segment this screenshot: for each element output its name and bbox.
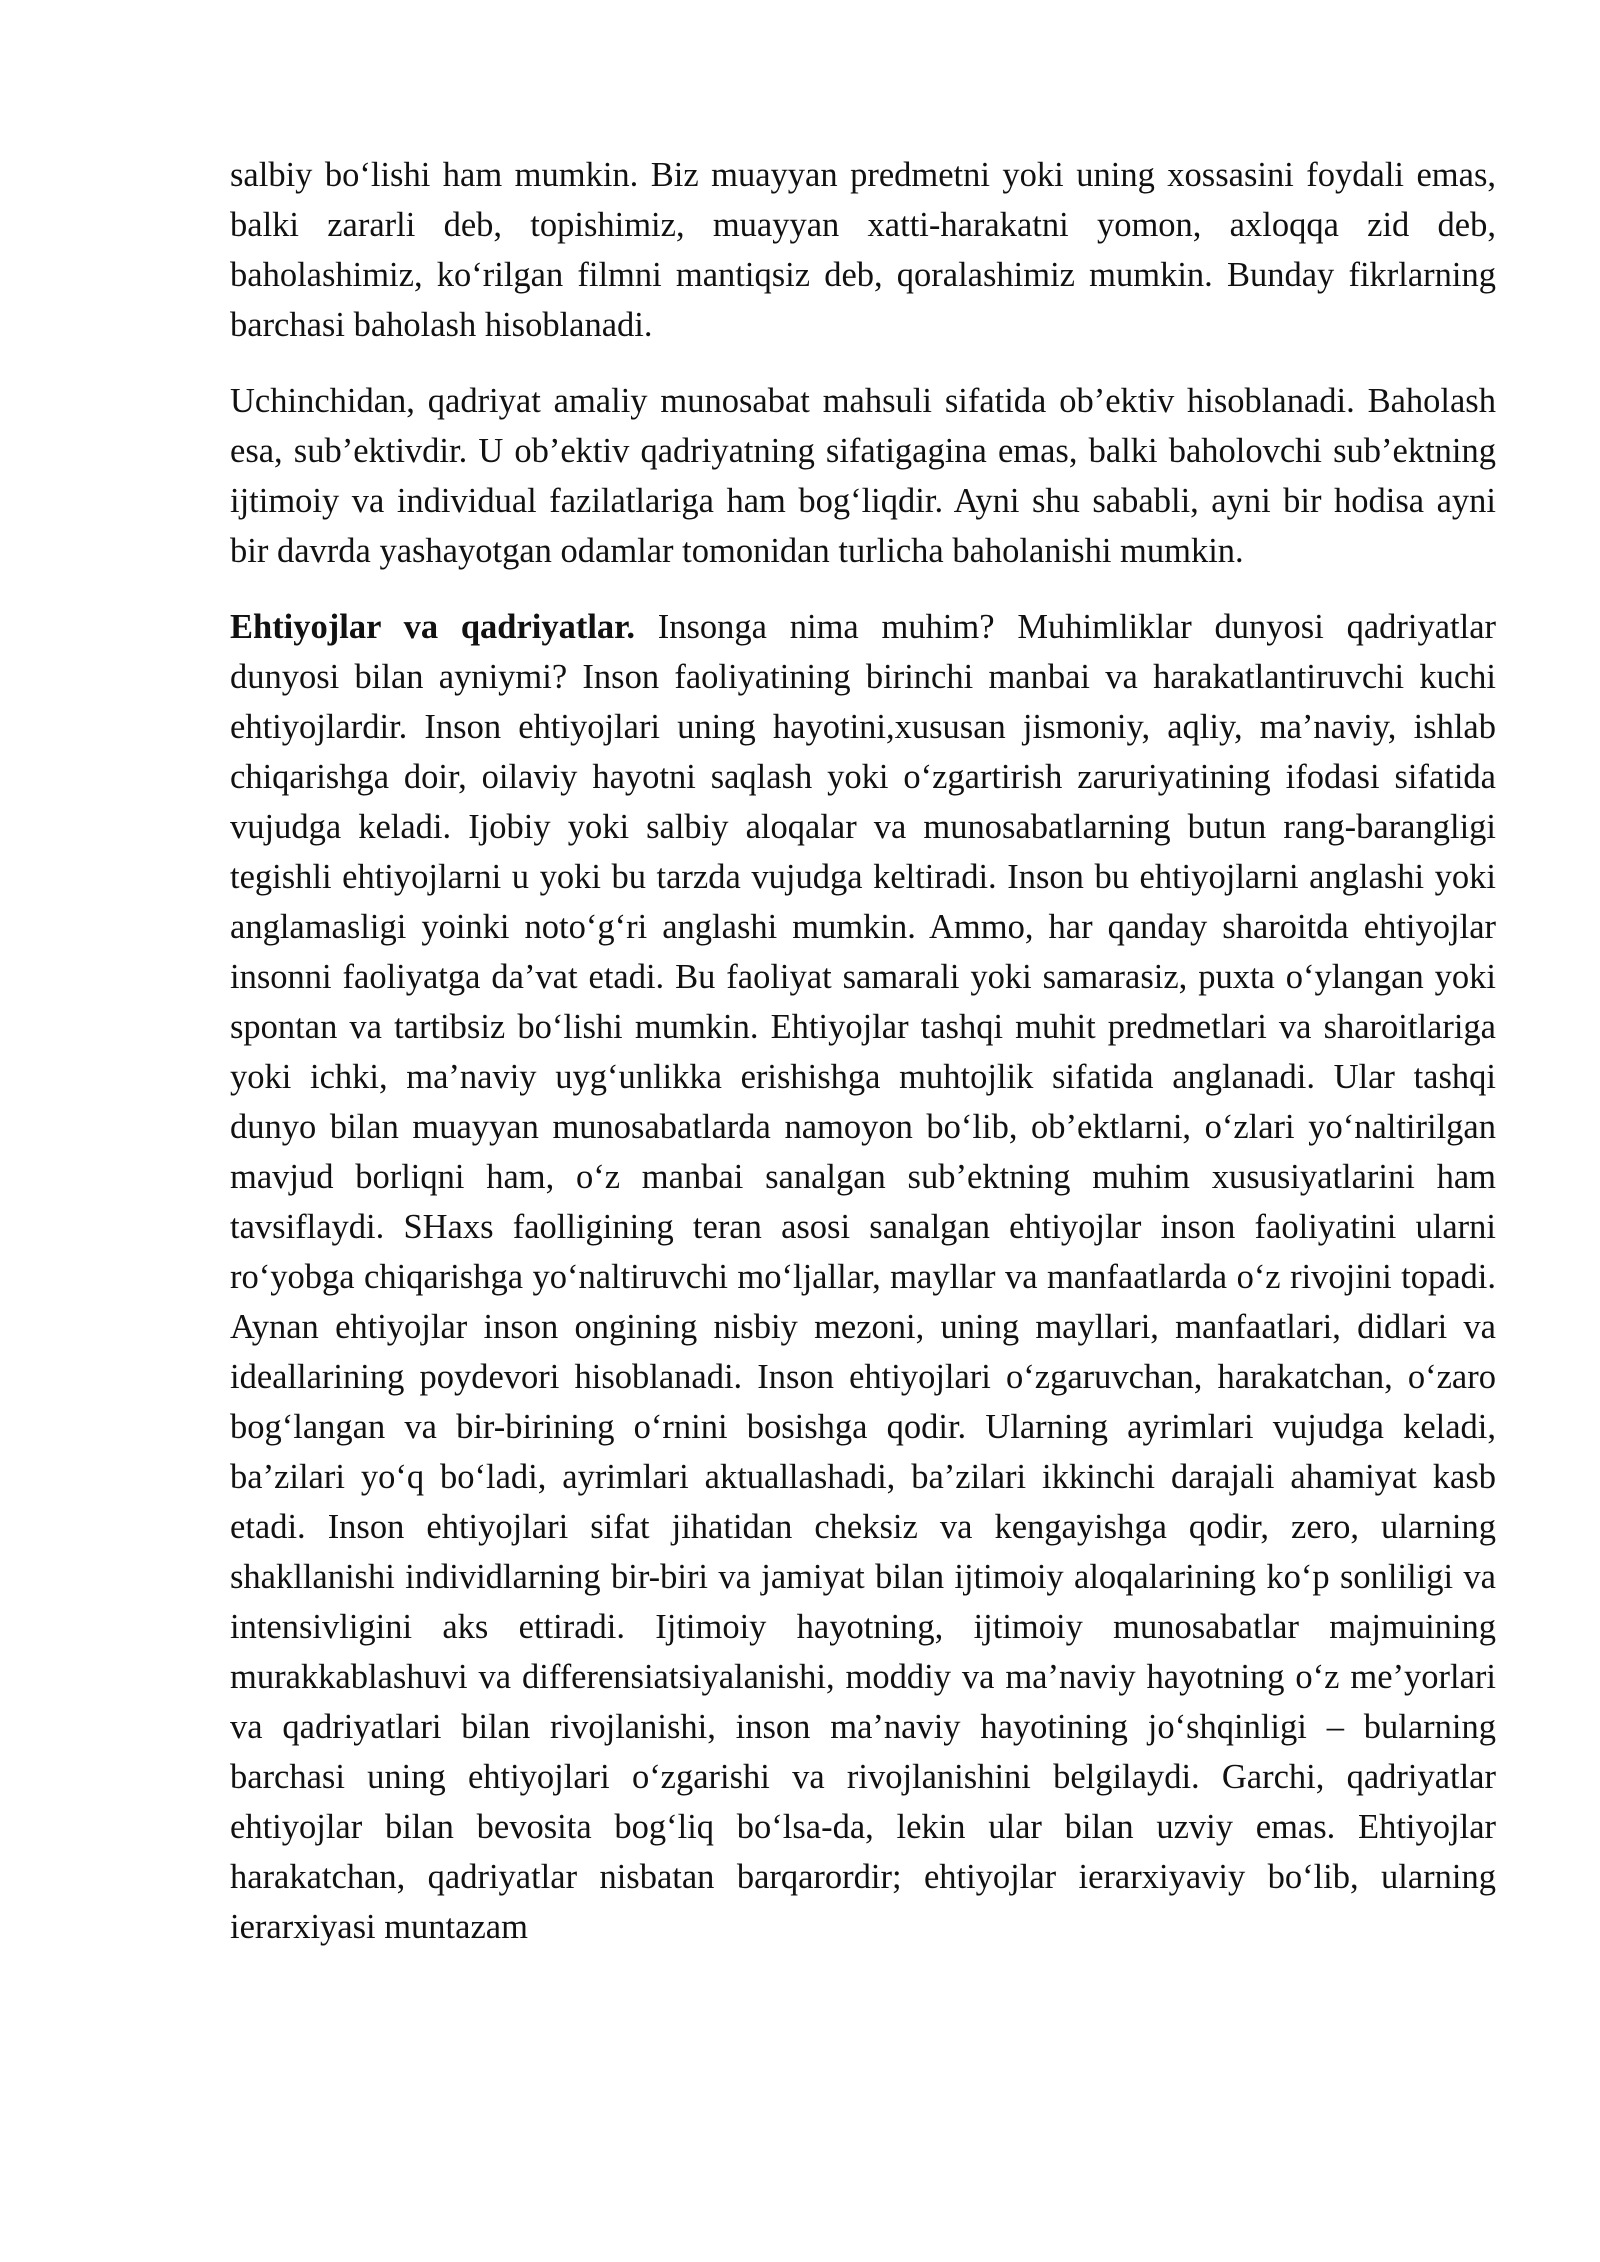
document-page <box>230 150 1496 1978</box>
paragraph-1-text: salbiy bo‘lishi ham mumkin. Biz muayyan predmetni yoki uning xossasini foydali emas, balki zararli deb, topishimiz, muayyan xatti-harakatni yomon, axloqqa zid deb, baholashimiz, ko‘rilgan filmni mantiqsiz deb, qoralashimiz mumkin. Bunday fikrlarning barchasi baholash hisoblanadi. <box>230 156 1496 344</box>
paragraph-3-text: Insonga nima muhim? Muhimliklar dunyosi qadriyatlar dunyosi bilan ayniymi? Inson faoliyatining birinchi manbai va harakatlantiruvchi kuchi ehtiyojlardir. Inson ehtiyojlari uning hayotini,xususan jismoniy, aqliy, ma’naviy, ishlab chiqarishga doir, oilaviy hayotni saqlash yoki o‘zgartirish zaruriyatining ifodasi sifatida vujudga keladi. Ijobiy yoki salbiy aloqalar va munosabatlarning butun rang-barangligi tegishli ehtiyojlarni u yoki bu tarzda vujudga keltiradi. Inson bu ehtiyojlarni anglashi yoki anglamasligi yoinki noto‘g‘ri anglashi mumkin. Ammo, har qanday sharoitda ehtiyojlar insonni faoliyatga da’vat etadi. Bu faoliyat samarali yoki samarasiz, puxta o‘ylangan yoki spontan va tartibsiz bo‘lishi mumkin. Ehtiyojlar tashqi muhit predmetlari va sharoitlariga yoki ichki, ma’naviy uyg‘unlikka erishishga muhtojlik sifatida anglanadi. Ular tashqi dunyo bilan muayyan munosabatlarda namoyon bo‘lib, ob’ektlarni, o‘zlari yo‘naltirilgan mavjud borliqni ham, o‘z manbai sanalgan sub’ektning muhim xususiyatlarini ham tavsiflaydi. SHaxs faolligining teran asosi sanalgan ehtiyojlar inson faoliyatini ularni ro‘yobga chiqarishga yo‘naltiruvchi mo‘ljallar, mayllar va manfaatlarda o‘z rivojini topadi. Aynan ehtiyojlar inson ongining nisbiy mezoni, uning mayllari, manfaatlari, didlari va ideallarining poydevori hisoblanadi. Inson ehtiyojlari o‘zgaruvchan, harakatchan, o‘zaro bog‘langan va bir-birining o‘rnini bosishga qodir. Ularning ayrimlari vujudga keladi, ba’zilari yo‘q bo‘ladi, ayrimlari aktuallashadi, ba’zilari ikkinchi darajali ahamiyat kasb etadi. Inson ehtiyojlari sifat jihatidan cheksiz va kengayishga qodir, zero, ularning shakllanishi individlarning bir-biri va jamiyat bilan ijtimoiy aloqalarining ko‘p sonliligi va intensivligini aks ettiradi. Ijtimoiy hayotning, ijtimoiy munosabatlar majmuining murakkablashuvi va differensiatsiyalanishi, moddiy va ma’naviy hayotning o‘z me’yorlari va qadriyatlari bilan rivojlanishi, inson ma’naviy hayotining jo‘shqinligi – bularning barchasi uning ehtiyojlari o‘zgarishi va rivojlanishini belgilaydi. Garchi, qadriyatlar ehtiyojlar bilan bevosita bog‘liq bo‘lsa-da, lekin ular bilan uzviy emas. Ehtiyojlar harakatchan, qadriyatlar nisbatan barqarordir; ehtiyojlar ierarxiyaviy bo‘lib, ularning ierarxiyasi muntazam <box>230 608 1496 1946</box>
paragraph-2-text: Uchinchidan, qadriyat amaliy munosabat mahsuli sifatida ob’ektiv hisoblanadi. Baholash esa, sub’ektivdir. U ob’ektiv qadriyatning sifatigagina emas, balki baholovchi sub’ektning ijtimoiy va individual fazilatlariga ham bog‘liqdir. Ayni shu sababli, ayni bir hodisa ayni bir davrda yashayotgan odamlar tomonidan turlicha baholanishi mumkin. <box>230 382 1496 570</box>
paragraph-1 <box>230 150 1496 350</box>
paragraph-2 <box>230 376 1496 576</box>
paragraph-3 <box>230 602 1496 1952</box>
section-heading: Ehtiyojlar va qadriyatlar. <box>230 608 635 646</box>
